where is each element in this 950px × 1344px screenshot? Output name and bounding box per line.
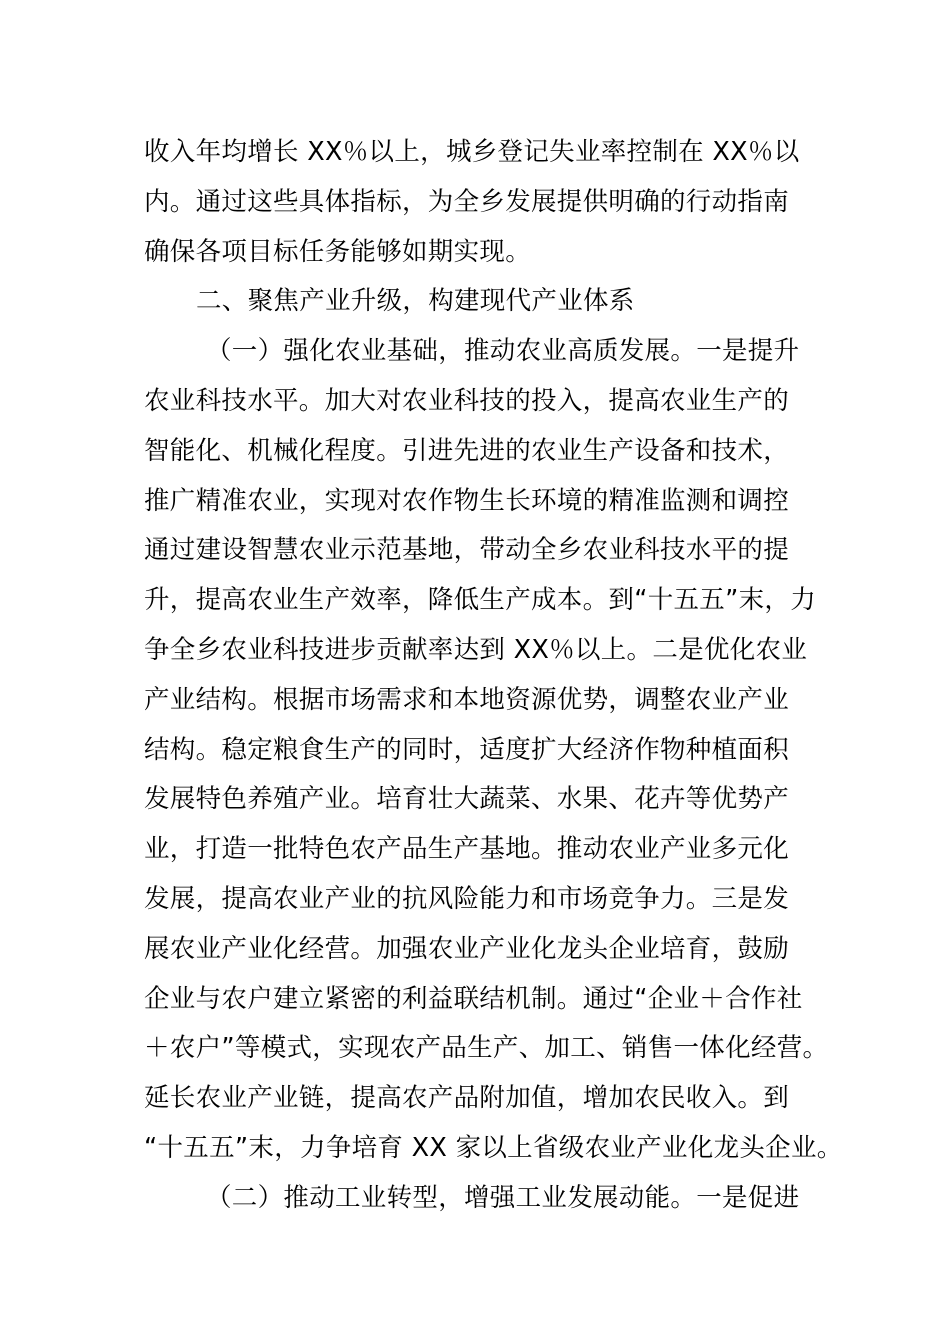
- text-line: 产业结构。根据市场需求和本地资源优势，调整农业产业: [144, 684, 790, 715]
- text-line: 农业科技水平。加大对农业科技的投入，提高农业生产的: [144, 385, 790, 416]
- text-line: 延长农业产业链，提高农产品附加值，增加农民收入。到: [144, 1083, 790, 1114]
- text-line: 智能化、机械化程度。引进先进的农业生产设备和技术，: [144, 435, 790, 466]
- text-line: ＋农户”等模式，实现农产品生产、加工、销售一体化经营。: [144, 1033, 829, 1064]
- text-line: 收入年均增长 XX％以上，城乡登记失业率控制在 XX％以: [144, 137, 800, 167]
- text-line: 业，打造一批特色农产品生产基地。推动农业产业多元化: [144, 834, 790, 865]
- text-line: 升，提高农业生产效率，降低生产成本。到“十五五”末，力: [144, 585, 817, 616]
- text-line: 发展，提高农业产业的抗风险能力和市场竞争力。三是发: [144, 883, 790, 914]
- text-line: 内。通过这些具体指标，为全乡发展提供明确的行动指南: [144, 186, 790, 217]
- body-text: [144, 128, 844, 1224]
- text-line: 争全乡农业科技进步贡献率达到 XX％以上。二是优化农业: [144, 634, 808, 665]
- subsection-heading-line: （一）强化农业基础，推动农业高质发展。一是提升: [206, 336, 800, 367]
- text-line: 推广精准农业，实现对农作物生长环境的精准监测和调控: [144, 485, 790, 516]
- text-line: 确保各项目标任务能够如期实现。: [144, 236, 532, 267]
- text-line: “十五五”末，力争培育 XX 家以上省级农业产业化龙头企业。: [144, 1132, 843, 1163]
- text-line: 展农业产业化经营。加强农业产业化龙头企业培育，鼓励: [144, 933, 790, 964]
- text-line: 结构。稳定粮食生产的同时，适度扩大经济作物种植面积: [144, 734, 790, 765]
- section-heading: 二、聚焦产业升级，构建现代产业体系: [196, 286, 635, 317]
- subsection-heading-line: （二）推动工业转型，增强工业发展动能。一是促进: [206, 1182, 800, 1213]
- text-line: 发展特色养殖产业。培育壮大蔬菜、水果、花卉等优势产: [144, 784, 790, 815]
- text-line: 通过建设智慧农业示范基地，带动全乡农业科技水平的提: [144, 535, 790, 566]
- text-line: 企业与农户建立紧密的利益联结机制。通过“企业＋合作社: [144, 983, 803, 1014]
